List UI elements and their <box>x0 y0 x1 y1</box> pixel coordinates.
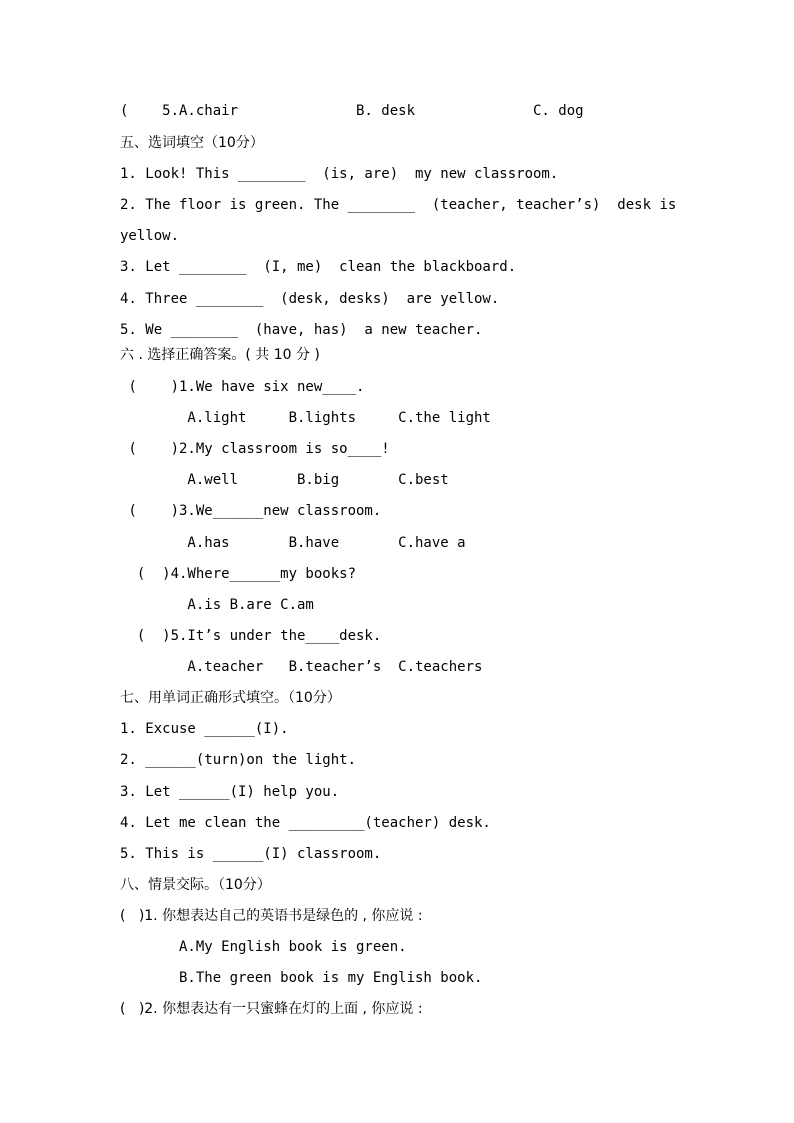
choice-q5: ( )5.It’s under the____desk. <box>120 628 382 644</box>
situation-q2: ( )2. 你想表达有一只蜜蜂在灯的上面 , 你应说 : <box>120 1001 423 1017</box>
fill-item-1: 1. Look! This ________ (is, are) my new classroom. <box>120 166 559 182</box>
choice-q1-options: A.light B.lights C.the light <box>120 410 491 426</box>
form-item-5: 5. This is ______(I) classroom. <box>120 846 382 862</box>
form-item-2: 2. ______(turn)on the light. <box>120 752 357 768</box>
fill-item-3: 3. Let ________ (I, me) clean the blackboard. <box>120 259 517 275</box>
form-item-3: 3. Let ______(I) help you. <box>120 784 340 800</box>
section-8-heading: 八、情景交际。（10分） <box>120 877 271 893</box>
choice-q4-options: A.is B.are C.am <box>120 597 314 613</box>
choice-q2-options: A.well B.big C.best <box>120 472 449 488</box>
choice-q1: ( )1.We have six new____. <box>120 379 365 395</box>
choice-q5-options: A.teacher B.teacher’s C.teachers <box>120 659 483 675</box>
situation-q1-option-a: A.My English book is green. <box>120 939 407 955</box>
section-5-heading: 五、选词填空（10分） <box>120 135 264 151</box>
form-item-1: 1. Excuse ______(I). <box>120 721 289 737</box>
fill-item-2-continued: yellow. <box>120 228 180 244</box>
situation-q1-option-b: B.The green book is my English book. <box>120 970 483 986</box>
choice-q2: ( )2.My classroom is so____! <box>120 441 390 457</box>
form-item-4: 4. Let me clean the _________(teacher) desk. <box>120 815 491 831</box>
fill-item-4: 4. Three ________ (desk, desks) are yellow. <box>120 291 500 307</box>
situation-q1: ( )1. 你想表达自己的英语书是绿色的 , 你应说 : <box>120 908 423 924</box>
fill-item-5: 5. We ________ (have, has) a new teacher. <box>120 322 483 338</box>
fill-item-2: 2. The floor is green. The ________ (teacher, teacher’s) desk is <box>120 197 677 213</box>
q4-item-5: ( 5.A.chair B. desk C. dog <box>120 103 584 119</box>
section-7-heading: 七、用单词正确形式填空。（10分） <box>120 690 341 706</box>
choice-q4: ( )4.Where______my books? <box>120 566 357 582</box>
choice-q3: ( )3.We______new classroom. <box>120 503 382 519</box>
choice-q3-options: A.has B.have C.have a <box>120 535 466 551</box>
section-6-heading: 六 . 选择正确答案。( 共 10 分 ) <box>120 347 320 363</box>
